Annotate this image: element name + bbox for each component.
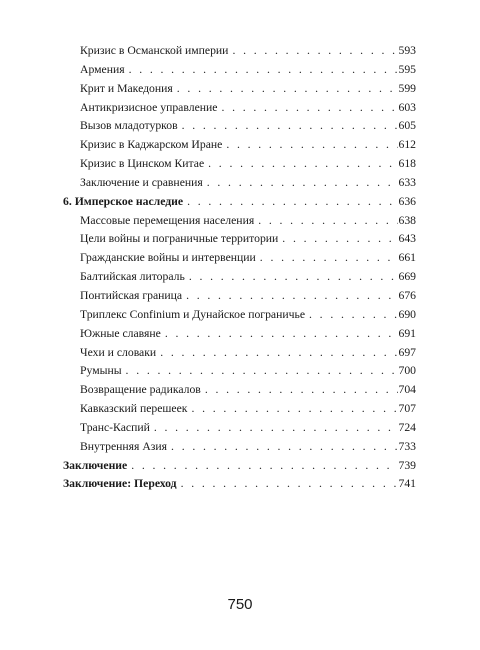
toc-section-entry bbox=[63, 230, 416, 249]
toc-entry-title: Массовые перемещения населения bbox=[80, 213, 255, 227]
toc-entry-title: Заключение: Переход bbox=[63, 477, 177, 491]
toc-section-entry bbox=[63, 80, 416, 99]
toc-dot-leader bbox=[226, 136, 398, 155]
toc-entry-title: Вызов младотурков bbox=[80, 119, 178, 133]
toc-chapter-entry bbox=[63, 193, 416, 212]
toc-entry-page: 593 bbox=[398, 44, 416, 57]
toc-entry-title: Румыны bbox=[80, 364, 122, 378]
toc-section-entry bbox=[63, 212, 416, 231]
toc-dot-leader bbox=[207, 174, 399, 193]
toc-entry-title: Внутренняя Азия bbox=[80, 439, 168, 453]
toc-entry-title: Крит и Македония bbox=[80, 81, 173, 95]
toc-entry-title: Армения bbox=[80, 62, 125, 76]
toc-section-entry bbox=[63, 362, 416, 381]
table-of-contents bbox=[63, 42, 416, 494]
toc-entry-page: 704 bbox=[398, 383, 416, 397]
toc-section-entry bbox=[63, 287, 416, 306]
toc-entry-page: 741 bbox=[398, 477, 416, 491]
page-number: 750 bbox=[227, 596, 253, 613]
toc-entry-title: 6. Имперское наследие bbox=[63, 194, 184, 208]
toc-dot-leader bbox=[182, 117, 399, 136]
toc-entry-page: 739 bbox=[398, 458, 416, 472]
toc-dot-leader bbox=[258, 212, 398, 231]
toc-entry-page: 636 bbox=[398, 194, 416, 208]
toc-entry-title: Транс-Каспий bbox=[80, 420, 150, 434]
toc-dot-leader bbox=[186, 287, 398, 306]
toc-entry-page: 691 bbox=[398, 326, 416, 340]
toc-entry-title: Возвращение радикалов bbox=[80, 383, 201, 397]
toc-entry-title: Балтийская литораль bbox=[80, 270, 185, 284]
toc-entry-title: Триплекс Confinium и Дунайское пограничье bbox=[80, 307, 306, 321]
toc-dot-leader bbox=[282, 230, 398, 249]
toc-entry-title: Заключение bbox=[63, 458, 128, 472]
toc-section-entry bbox=[63, 400, 416, 419]
toc-entry-page: 605 bbox=[398, 119, 416, 133]
toc-dot-leader bbox=[187, 193, 398, 212]
toc-dot-leader bbox=[205, 381, 399, 400]
toc-section-entry bbox=[63, 268, 416, 287]
toc-section-entry bbox=[63, 344, 416, 363]
toc-entry-page: 676 bbox=[398, 288, 416, 302]
toc-entry-page: 707 bbox=[398, 402, 416, 416]
toc-dot-leader bbox=[154, 419, 399, 438]
toc-entry-title: Заключение и сравнения bbox=[80, 175, 203, 189]
toc-entry-title: Цели войны и пограничные территории bbox=[80, 232, 279, 246]
toc-section-entry bbox=[63, 306, 416, 325]
toc-section-entry bbox=[63, 325, 416, 344]
toc-section-entry bbox=[63, 42, 416, 61]
toc-dot-leader bbox=[171, 438, 398, 457]
toc-entry-page: 733 bbox=[398, 439, 416, 453]
toc-entry-page: 618 bbox=[398, 157, 416, 171]
toc-entry-page: 669 bbox=[398, 270, 416, 284]
toc-entry-title: Кавказский перешеек bbox=[80, 402, 188, 416]
toc-dot-leader bbox=[260, 249, 399, 268]
toc-entry-title: Понтийская граница bbox=[80, 288, 183, 302]
toc-entry-page: 603 bbox=[398, 100, 416, 114]
toc-entry-title: Южные славяне bbox=[80, 326, 161, 340]
toc-chapter-entry bbox=[63, 475, 416, 494]
toc-entry-title: Кризис в Каджарском Иране bbox=[80, 138, 223, 152]
toc-entry-page: 643 bbox=[398, 232, 416, 246]
toc-entry-title: Антикризисное управление bbox=[80, 100, 218, 114]
toc-dot-leader bbox=[221, 99, 398, 118]
toc-dot-leader bbox=[160, 344, 398, 363]
toc-entry-page: 700 bbox=[398, 364, 416, 378]
toc-entry-title: Кризис в Цинском Китае bbox=[80, 157, 205, 171]
toc-section-entry bbox=[63, 61, 416, 80]
toc-entry-page: 633 bbox=[398, 175, 416, 189]
toc-section-entry bbox=[63, 381, 416, 400]
toc-dot-leader bbox=[165, 325, 399, 344]
toc-section-entry bbox=[63, 136, 416, 155]
toc-dot-leader bbox=[309, 306, 398, 325]
toc-dot-leader bbox=[129, 61, 399, 80]
toc-entry-page: 595 bbox=[398, 62, 416, 76]
toc-section-entry bbox=[63, 249, 416, 268]
toc-section-entry bbox=[63, 419, 416, 438]
toc-section-entry bbox=[63, 438, 416, 457]
toc-dot-leader bbox=[191, 400, 398, 419]
toc-dot-leader bbox=[189, 268, 399, 287]
toc-dot-leader bbox=[177, 80, 399, 99]
toc-section-entry bbox=[63, 117, 416, 136]
toc-dot-leader bbox=[208, 155, 398, 174]
toc-entry-page: 612 bbox=[398, 138, 416, 152]
toc-dot-leader bbox=[181, 475, 399, 494]
toc-entry-page: 690 bbox=[398, 307, 416, 321]
toc-chapter-entry bbox=[63, 457, 416, 476]
toc-dot-leader bbox=[131, 457, 398, 476]
toc-dot-leader bbox=[126, 362, 399, 381]
toc-entry-page: 599 bbox=[398, 81, 416, 95]
toc-entry-title: Кризис в Османской империи bbox=[80, 44, 229, 57]
toc-entry-page: 697 bbox=[398, 345, 416, 359]
toc-entry-page: 724 bbox=[398, 420, 416, 434]
toc-section-entry bbox=[63, 155, 416, 174]
toc-entry-page: 661 bbox=[398, 251, 416, 265]
toc-entry-page: 638 bbox=[398, 213, 416, 227]
toc-section-entry bbox=[63, 174, 416, 193]
toc-entry-title: Чехи и словаки bbox=[80, 345, 157, 359]
toc-entry-title: Гражданские войны и интервенции bbox=[80, 251, 256, 265]
toc-section-entry bbox=[63, 99, 416, 118]
toc-dot-leader bbox=[232, 42, 398, 61]
